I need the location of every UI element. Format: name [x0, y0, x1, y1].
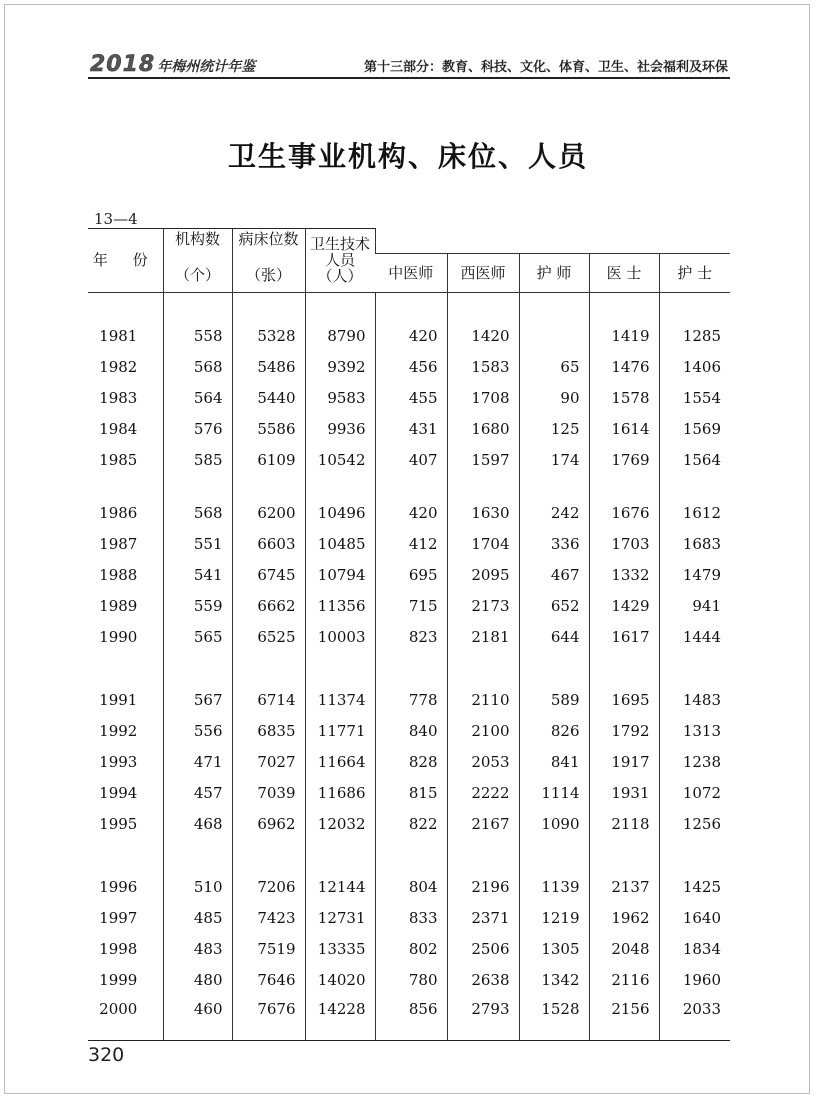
cell-nurse: 1564 [659, 445, 730, 476]
section-title: 第十三部分：教育、科技、文化、体育、卫生、社会福利及环保 [363, 60, 728, 75]
cell-tech-staff: 12144 [305, 872, 375, 903]
cell-beds: 7519 [232, 934, 305, 965]
col-header-tcm-doctor: 中医师 [375, 253, 447, 292]
spacer-cell [88, 476, 163, 498]
cell-nurse: 1238 [659, 747, 730, 778]
cell-western-doctor: 2638 [447, 965, 519, 996]
table-row [88, 321, 730, 352]
cell-beds: 5328 [232, 321, 305, 352]
spacer-cell [659, 476, 730, 498]
cell-beds: 7423 [232, 903, 305, 934]
cell-year: 1995 [99, 815, 138, 833]
cell-doctor-assistant: 1617 [589, 622, 659, 653]
cell-institutions: 565 [163, 622, 232, 653]
col-header-institutions-label: 机构数 [174, 230, 220, 249]
cell-beds: 5486 [232, 352, 305, 383]
cell-tcm-doctor: 412 [375, 529, 447, 560]
cell-year: 1992 [99, 722, 138, 740]
cell-western-doctor: 2371 [447, 903, 519, 934]
spacer-cell [589, 476, 659, 498]
cell-nurse: 1285 [659, 321, 730, 352]
cell-tcm-doctor: 815 [375, 778, 447, 809]
cell-nurse-practitioner: 644 [519, 622, 589, 653]
cell-year: 1981 [99, 327, 138, 345]
table-row [88, 352, 730, 383]
col-header-nurse: 护 士 [659, 253, 730, 292]
cell-nurse: 941 [659, 591, 730, 622]
col-header-doctor-assistant: 医 士 [589, 253, 659, 292]
cell-nurse-practitioner: 589 [519, 685, 589, 716]
table-body [88, 292, 730, 1040]
cell-western-doctor: 2053 [447, 747, 519, 778]
spacer-cell [659, 840, 730, 872]
cell-tech-staff: 14020 [305, 965, 375, 996]
table-row [88, 685, 730, 716]
cell-beds: 6962 [232, 809, 305, 840]
cell-tcm-doctor: 828 [375, 747, 447, 778]
cell-year: 1987 [99, 535, 138, 553]
cell-tcm-doctor: 715 [375, 591, 447, 622]
cell-nurse: 1425 [659, 872, 730, 903]
cell-western-doctor: 2793 [447, 996, 519, 1041]
cell-doctor-assistant: 2048 [589, 934, 659, 965]
spacer-cell [88, 840, 163, 872]
cell-beds: 6662 [232, 591, 305, 622]
cell-nurse: 1612 [659, 498, 730, 529]
cell-nurse: 1683 [659, 529, 730, 560]
cell-doctor-assistant: 1419 [589, 321, 659, 352]
cell-year: 1982 [99, 358, 138, 376]
cell-institutions: 510 [163, 872, 232, 903]
group-spacer-row [88, 292, 730, 321]
cell-western-doctor: 1583 [447, 352, 519, 383]
cell-nurse: 1834 [659, 934, 730, 965]
cell-doctor-assistant: 1476 [589, 352, 659, 383]
cell-western-doctor: 2196 [447, 872, 519, 903]
cell-tcm-doctor: 802 [375, 934, 447, 965]
cell-tech-staff: 12032 [305, 809, 375, 840]
spacer-cell [305, 653, 375, 685]
cell-doctor-assistant: 1931 [589, 778, 659, 809]
cell-beds: 6109 [232, 445, 305, 476]
cell-western-doctor: 1704 [447, 529, 519, 560]
cell-beds: 6745 [232, 560, 305, 591]
col-header-western-doctor: 西医师 [447, 253, 519, 292]
spacer-cell [447, 292, 519, 321]
cell-western-doctor: 1630 [447, 498, 519, 529]
col-header-beds [232, 229, 305, 293]
cell-nurse-practitioner: 826 [519, 716, 589, 747]
cell-nurse: 1483 [659, 685, 730, 716]
cell-doctor-assistant: 1429 [589, 591, 659, 622]
spacer-cell [589, 840, 659, 872]
cell-doctor-assistant: 1917 [589, 747, 659, 778]
spacer-cell [375, 840, 447, 872]
cell-tcm-doctor: 695 [375, 560, 447, 591]
table-row [88, 996, 730, 1041]
cell-beds: 6200 [232, 498, 305, 529]
cell-tcm-doctor: 856 [375, 996, 447, 1041]
cell-tech-staff: 11771 [305, 716, 375, 747]
col-header-institutions [163, 229, 232, 293]
statistics-table [88, 228, 730, 1041]
cell-tech-staff: 12731 [305, 903, 375, 934]
cell-institutions: 585 [163, 445, 232, 476]
cell-institutions: 567 [163, 685, 232, 716]
cell-western-doctor: 2110 [447, 685, 519, 716]
cell-beds: 7646 [232, 965, 305, 996]
cell-year: 1999 [99, 971, 138, 989]
cell-nurse-practitioner [519, 321, 589, 352]
cell-nurse-practitioner: 1342 [519, 965, 589, 996]
cell-beds: 5586 [232, 414, 305, 445]
cell-year: 1989 [99, 597, 138, 615]
spacer-cell [232, 840, 305, 872]
spacer-cell [447, 653, 519, 685]
table-row [88, 778, 730, 809]
table-row [88, 529, 730, 560]
cell-institutions: 576 [163, 414, 232, 445]
cell-doctor-assistant: 1703 [589, 529, 659, 560]
spacer-cell [589, 653, 659, 685]
cell-nurse: 1960 [659, 965, 730, 996]
col-header-year [88, 229, 163, 293]
table-row [88, 965, 730, 996]
cell-doctor-assistant: 1792 [589, 716, 659, 747]
table-row [88, 622, 730, 653]
cell-tech-staff: 11374 [305, 685, 375, 716]
table-header-row [88, 229, 730, 254]
spacer-cell [589, 292, 659, 321]
cell-year: 1996 [99, 878, 138, 896]
cell-tech-staff: 13335 [305, 934, 375, 965]
cell-institutions: 559 [163, 591, 232, 622]
cell-doctor-assistant: 1332 [589, 560, 659, 591]
cell-year: 1991 [99, 691, 138, 709]
table-row [88, 445, 730, 476]
cell-tcm-doctor: 840 [375, 716, 447, 747]
group-spacer-row [88, 653, 730, 685]
spacer-cell [232, 653, 305, 685]
cell-nurse-practitioner: 90 [519, 383, 589, 414]
cell-western-doctor: 2506 [447, 934, 519, 965]
cell-nurse: 1256 [659, 809, 730, 840]
cell-year: 1988 [99, 566, 138, 584]
cell-tcm-doctor: 431 [375, 414, 447, 445]
cell-beds: 7206 [232, 872, 305, 903]
cell-western-doctor: 2173 [447, 591, 519, 622]
cell-year: 1983 [99, 389, 138, 407]
col-header-tech-staff [305, 229, 375, 293]
cell-tcm-doctor: 823 [375, 622, 447, 653]
spacer-cell [163, 292, 232, 321]
cell-nurse-practitioner: 467 [519, 560, 589, 591]
cell-tcm-doctor: 804 [375, 872, 447, 903]
cell-year: 1985 [99, 451, 138, 469]
table-row [88, 560, 730, 591]
spacer-cell [163, 476, 232, 498]
cell-institutions: 480 [163, 965, 232, 996]
cell-institutions: 568 [163, 352, 232, 383]
cell-western-doctor: 2100 [447, 716, 519, 747]
cell-beds: 7039 [232, 778, 305, 809]
table-row [88, 383, 730, 414]
cell-tech-staff: 8790 [305, 321, 375, 352]
cell-nurse-practitioner: 1114 [519, 778, 589, 809]
spacer-cell [232, 476, 305, 498]
cell-western-doctor: 1708 [447, 383, 519, 414]
spacer-cell [163, 840, 232, 872]
col-header-tech-staff-unit: （人） [317, 267, 363, 286]
cell-nurse-practitioner: 1090 [519, 809, 589, 840]
cell-doctor-assistant: 1676 [589, 498, 659, 529]
cell-nurse: 2033 [659, 996, 730, 1041]
cell-doctor-assistant: 2116 [589, 965, 659, 996]
cell-tech-staff: 10003 [305, 622, 375, 653]
cell-institutions: 551 [163, 529, 232, 560]
col-header-beds-unit: （张） [245, 266, 291, 285]
cell-beds: 5440 [232, 383, 305, 414]
cell-western-doctor: 2095 [447, 560, 519, 591]
cell-tech-staff: 11664 [305, 747, 375, 778]
cell-tech-staff: 9392 [305, 352, 375, 383]
table-row [88, 934, 730, 965]
cell-nurse-practitioner: 174 [519, 445, 589, 476]
cell-western-doctor: 1420 [447, 321, 519, 352]
cell-institutions: 483 [163, 934, 232, 965]
cell-nurse-practitioner: 336 [519, 529, 589, 560]
cell-western-doctor: 2167 [447, 809, 519, 840]
cell-tcm-doctor: 780 [375, 965, 447, 996]
cell-nurse-practitioner: 125 [519, 414, 589, 445]
cell-beds: 7676 [232, 996, 305, 1041]
spacer-cell [659, 292, 730, 321]
cell-tcm-doctor: 822 [375, 809, 447, 840]
table-row [88, 591, 730, 622]
cell-institutions: 471 [163, 747, 232, 778]
cell-tcm-doctor: 420 [375, 498, 447, 529]
cell-doctor-assistant: 1769 [589, 445, 659, 476]
spacer-cell [519, 476, 589, 498]
cell-nurse-practitioner: 1139 [519, 872, 589, 903]
cell-nurse: 1479 [659, 560, 730, 591]
cell-institutions: 568 [163, 498, 232, 529]
spacer-cell [447, 840, 519, 872]
cell-beds: 7027 [232, 747, 305, 778]
cell-tech-staff: 10794 [305, 560, 375, 591]
cell-year: 1998 [99, 940, 138, 958]
cell-nurse-practitioner: 1305 [519, 934, 589, 965]
spacer-cell [519, 653, 589, 685]
cell-institutions: 460 [163, 996, 232, 1041]
running-header [88, 50, 730, 78]
cell-nurse: 1313 [659, 716, 730, 747]
cell-nurse: 1554 [659, 383, 730, 414]
cell-tcm-doctor: 407 [375, 445, 447, 476]
spacer-cell [232, 292, 305, 321]
cell-nurse-practitioner: 65 [519, 352, 589, 383]
cell-nurse: 1072 [659, 778, 730, 809]
table-row [88, 903, 730, 934]
group-spacer-row [88, 840, 730, 872]
spacer-cell [375, 476, 447, 498]
cell-tcm-doctor: 456 [375, 352, 447, 383]
cell-year: 1994 [99, 784, 138, 802]
cell-year: 1993 [99, 753, 138, 771]
col-header-year-label: 年 份 [92, 251, 158, 270]
cell-nurse-practitioner: 1219 [519, 903, 589, 934]
cell-nurse: 1444 [659, 622, 730, 653]
cell-tcm-doctor: 455 [375, 383, 447, 414]
cell-doctor-assistant: 2137 [589, 872, 659, 903]
cell-nurse: 1406 [659, 352, 730, 383]
cell-doctor-assistant: 1578 [589, 383, 659, 414]
cell-beds: 6525 [232, 622, 305, 653]
table-number: 13—4 [94, 210, 138, 228]
cell-nurse: 1640 [659, 903, 730, 934]
cell-beds: 6835 [232, 716, 305, 747]
spacer-cell [659, 653, 730, 685]
spacer-cell [305, 292, 375, 321]
cell-tcm-doctor: 833 [375, 903, 447, 934]
cell-nurse-practitioner: 652 [519, 591, 589, 622]
cell-year: 1986 [99, 504, 138, 522]
table-row [88, 809, 730, 840]
cell-tech-staff: 14228 [305, 996, 375, 1041]
col-header-beds-label: 病床位数 [238, 230, 299, 249]
col-header-tech-staff-label: 卫生技术人员 [309, 235, 370, 270]
spacer-cell [447, 476, 519, 498]
cell-western-doctor: 1680 [447, 414, 519, 445]
cell-nurse: 1569 [659, 414, 730, 445]
cell-year: 1990 [99, 628, 138, 646]
page-title: 卫生事业机构、床位、人员 [227, 140, 588, 173]
cell-doctor-assistant: 1695 [589, 685, 659, 716]
table-row [88, 716, 730, 747]
cell-institutions: 558 [163, 321, 232, 352]
cell-year: 1984 [99, 420, 138, 438]
cell-nurse-practitioner: 841 [519, 747, 589, 778]
table-row [88, 414, 730, 445]
cell-tech-staff: 11686 [305, 778, 375, 809]
col-header-institutions-unit: （个） [174, 266, 220, 285]
table-row [88, 498, 730, 529]
cell-western-doctor: 1597 [447, 445, 519, 476]
cell-nurse-practitioner: 242 [519, 498, 589, 529]
spacer-cell [88, 292, 163, 321]
cell-tech-staff: 9936 [305, 414, 375, 445]
cell-institutions: 485 [163, 903, 232, 934]
spacer-cell [375, 292, 447, 321]
table-row [88, 747, 730, 778]
spacer-cell [305, 476, 375, 498]
spacer-cell [375, 653, 447, 685]
table-row [88, 872, 730, 903]
spacer-cell [305, 840, 375, 872]
cell-institutions: 468 [163, 809, 232, 840]
spacer-cell [519, 840, 589, 872]
cell-tech-staff: 11356 [305, 591, 375, 622]
page-number: 320 [88, 1044, 125, 1066]
spacer-cell [519, 292, 589, 321]
cell-institutions: 564 [163, 383, 232, 414]
cell-year: 1997 [99, 909, 138, 927]
cell-doctor-assistant: 1614 [589, 414, 659, 445]
cell-institutions: 556 [163, 716, 232, 747]
cell-institutions: 457 [163, 778, 232, 809]
col-header-nurse-practitioner: 护 师 [519, 253, 589, 292]
cell-year: 2000 [88, 996, 163, 1041]
cell-tech-staff: 10542 [305, 445, 375, 476]
cell-tech-staff: 10496 [305, 498, 375, 529]
yearbook-title [90, 52, 255, 77]
spacer-cell [88, 653, 163, 685]
cell-nurse-practitioner: 1528 [519, 996, 589, 1041]
spacer-cell [163, 653, 232, 685]
yearbook-year: 2018 [90, 52, 156, 77]
cell-western-doctor: 2222 [447, 778, 519, 809]
cell-tcm-doctor: 778 [375, 685, 447, 716]
yearbook-name: 年梅州统计年鉴 [157, 59, 256, 75]
cell-institutions: 541 [163, 560, 232, 591]
header-rule [88, 77, 730, 79]
cell-tcm-doctor: 420 [375, 321, 447, 352]
cell-tech-staff: 9583 [305, 383, 375, 414]
cell-beds: 6603 [232, 529, 305, 560]
cell-doctor-assistant: 2118 [589, 809, 659, 840]
cell-beds: 6714 [232, 685, 305, 716]
cell-doctor-assistant: 1962 [589, 903, 659, 934]
cell-western-doctor: 2181 [447, 622, 519, 653]
group-spacer-row [88, 476, 730, 498]
cell-tech-staff: 10485 [305, 529, 375, 560]
col-header-group-blank [375, 229, 730, 254]
cell-doctor-assistant: 2156 [589, 996, 659, 1041]
